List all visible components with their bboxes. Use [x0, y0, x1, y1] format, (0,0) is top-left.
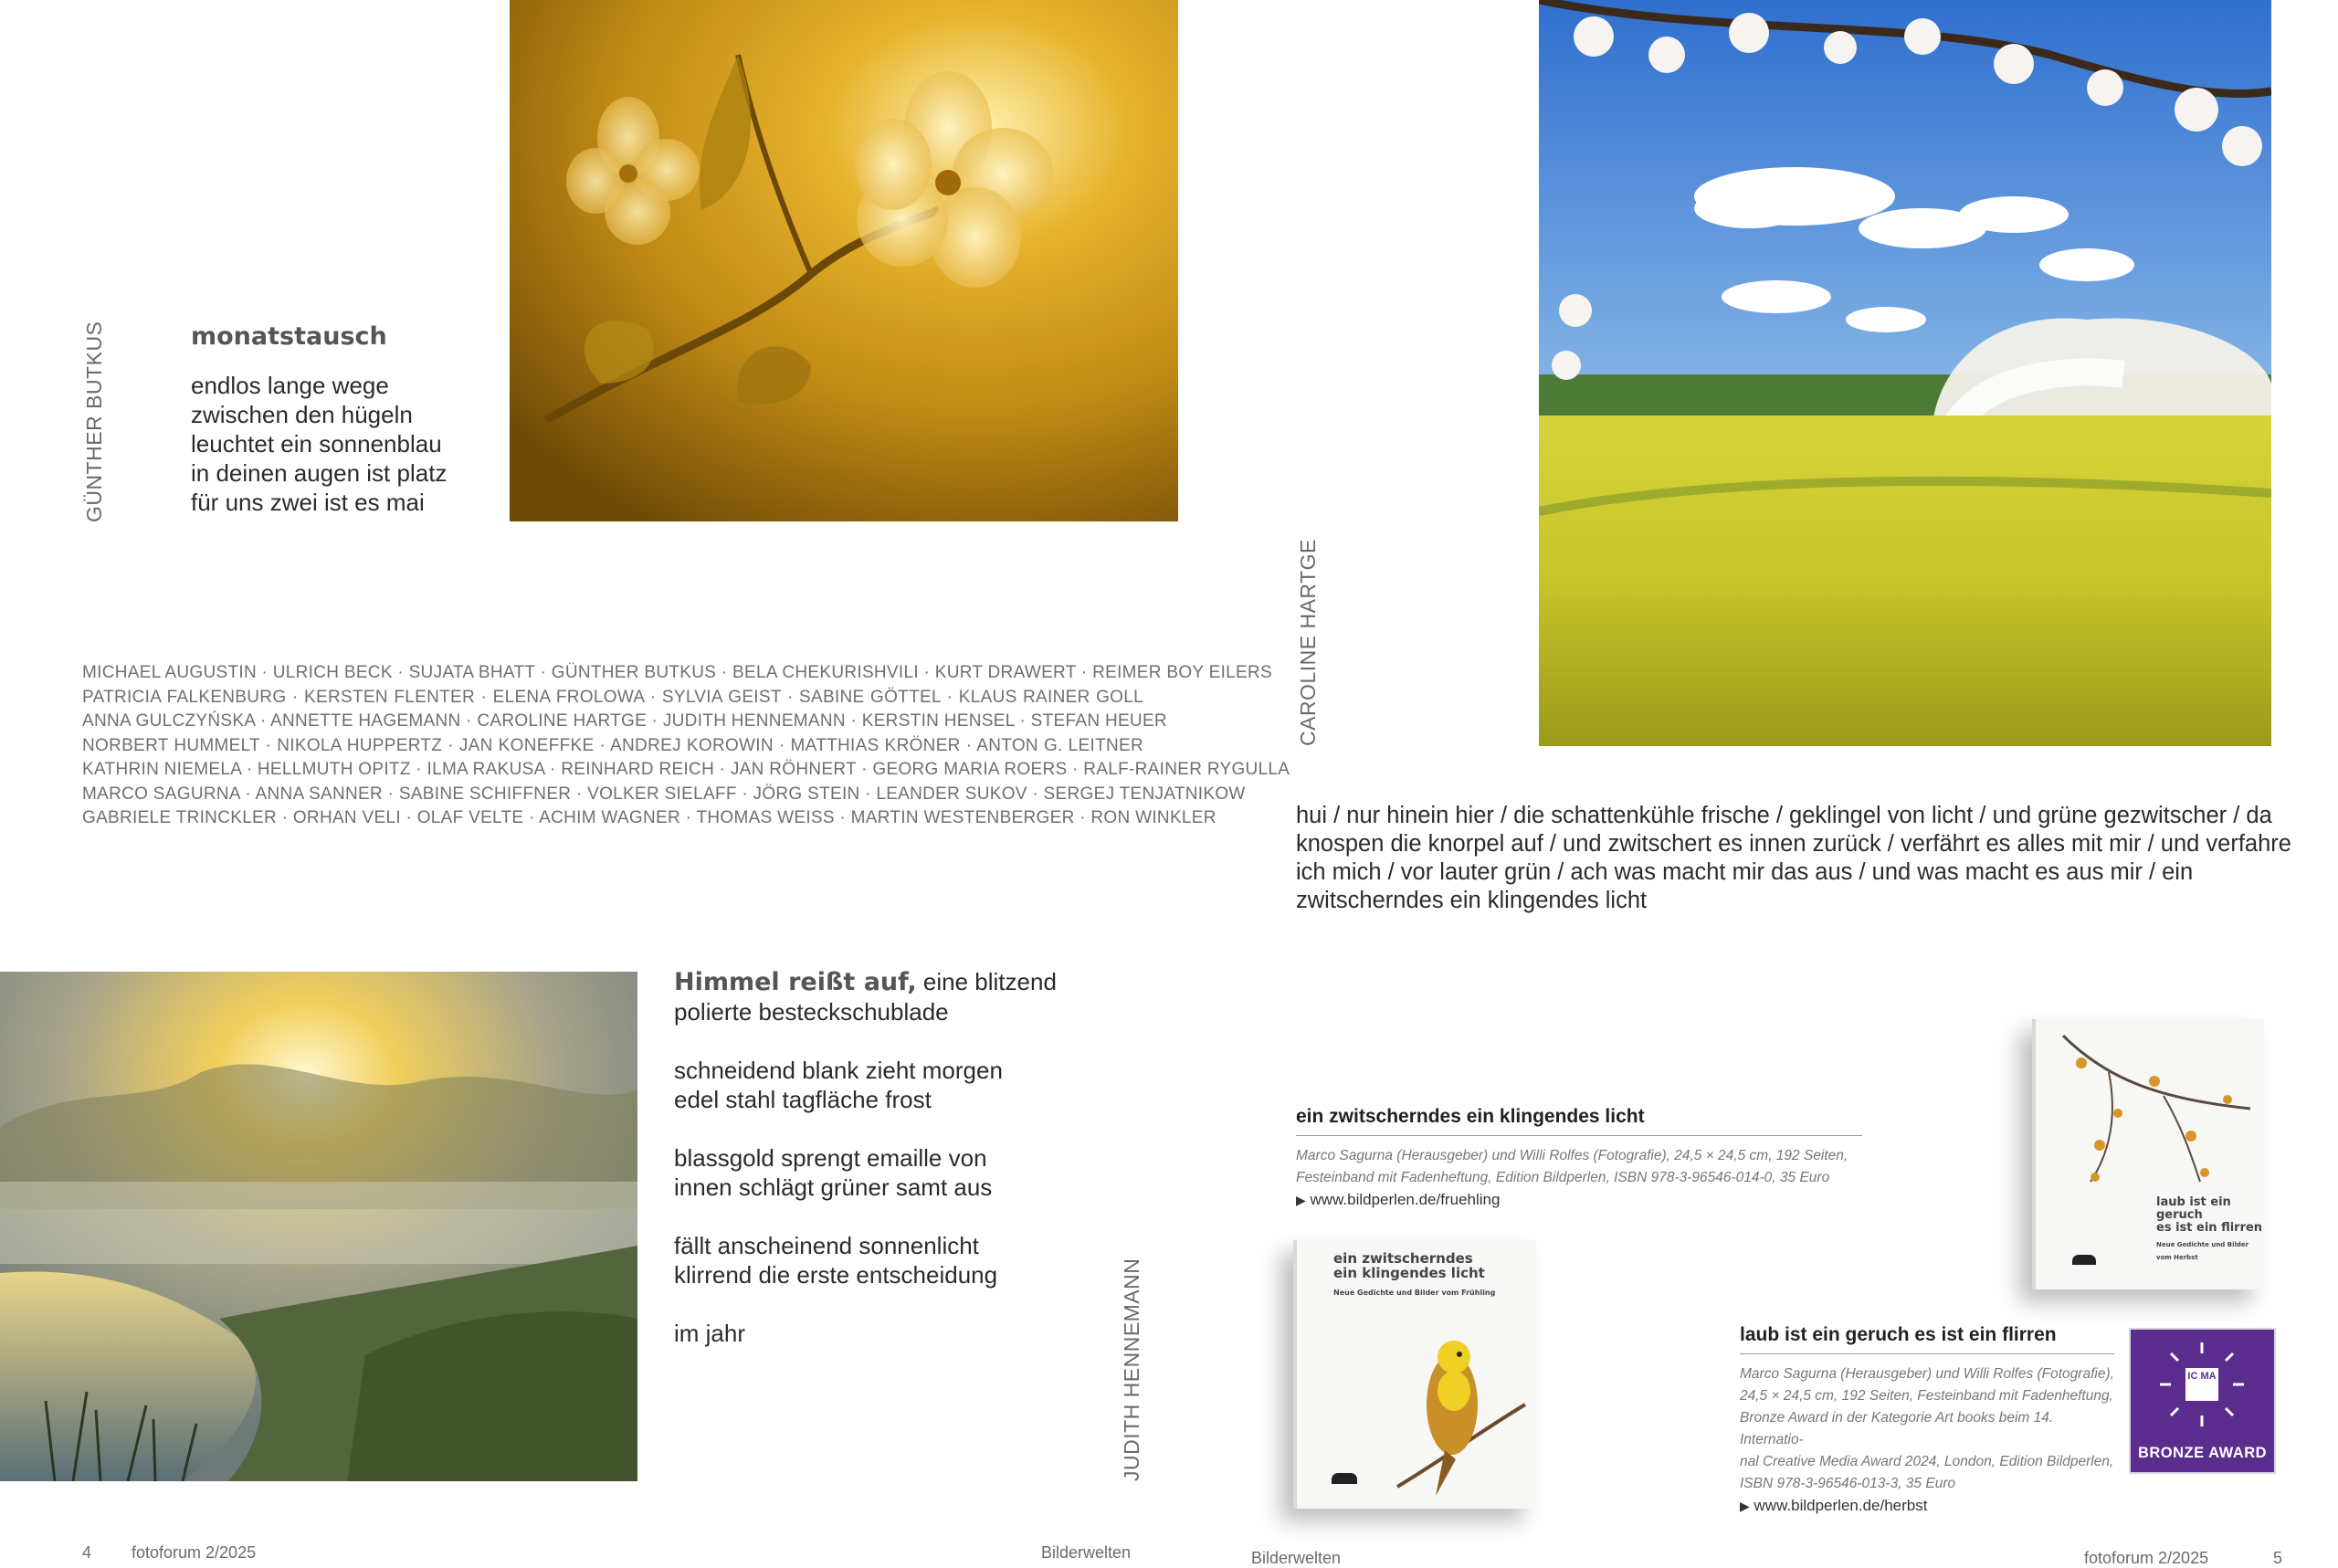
cover-title-line: ein zwitscherndes	[1333, 1250, 1473, 1267]
poem-line: fällt anscheinend sonnenlicht	[674, 1232, 979, 1259]
stanza-gap	[674, 1114, 1058, 1143]
play-arrow-icon: ▶	[1296, 1193, 1306, 1207]
contributors-list	[82, 661, 1290, 831]
poem-line: zwitscherndes ein klingendes licht	[1296, 888, 1648, 913]
cover-title-line: ein klingendes licht	[1333, 1265, 1485, 1281]
contributors-row: ANNA GULCZYŃSKA · ANNETTE HAGEMANN · CAROLINE HARTGE · JUDITH HENNEMANN · KERSTIN HENSEL · STEFAN HEUER	[82, 711, 1167, 731]
poem-line: leuchtet ein sonnenblau	[191, 430, 442, 458]
cover-subtitle: Neue Gedichte und Bilder vom Herbst	[2156, 1241, 2249, 1261]
section-name-left: Bilderwelten	[1041, 1543, 1132, 1562]
icma-logo-text: IC MA	[2187, 1371, 2217, 1382]
poem-stanzas	[674, 997, 1058, 1348]
poem-line: blassgold sprengt emaille von	[674, 1144, 987, 1172]
book-title: laub ist ein geruch es ist ein flirren	[1740, 1324, 2114, 1354]
book-link-text[interactable]: www.bildperlen.de/fruehling	[1310, 1191, 1501, 1208]
publisher-logo-icon	[2072, 1255, 2096, 1265]
poem-line: im jahr	[674, 1320, 746, 1347]
poem-title: monatstausch	[191, 322, 387, 351]
book-description-line: nal Creative Media Award 2024, London, Edition Bildperlen,	[1740, 1454, 2114, 1469]
book-link-herbst[interactable]	[1740, 1497, 2114, 1515]
book-description-line: 24,5 × 24,5 cm, 192 Seiten, Festeinband mit Fadenheftung,	[1740, 1388, 2113, 1404]
poem-line: endlos lange wege	[191, 372, 389, 399]
contributors-row: MARCO SAGURNA · ANNA SANNER · SABINE SCHIFFNER · VOLKER SIELAFF · JÖRG STEIN · LEANDER SUKOV · SERGEJ TENJATNIKOW	[82, 784, 1246, 804]
stanza-gap	[674, 1026, 1058, 1056]
poem-line: schneidend blank zieht morgen	[674, 1057, 1003, 1084]
poem-first-line: eine blitzend	[922, 968, 1057, 995]
autumn-branch-icon	[2054, 1026, 2259, 1191]
contributors-row: GABRIELE TRINCKLER · ORHAN VELI · OLAF VELTE · ACHIM WAGNER · THOMAS WEISS · MARTIN WESTENBERGER · RON WINKLER	[82, 808, 1216, 827]
book-description	[1740, 1363, 2114, 1495]
yellowhammer-bird-icon	[1388, 1304, 1534, 1505]
contributors-row: MICHAEL AUGUSTIN · ULRICH BECK · SUJATA BHATT · GÜNTHER BUTKUS · BELA CHEKURISHVILI · KURT DRAWERT · REIMER BOY EILERS	[82, 663, 1272, 682]
misty-sunrise-illustration	[0, 972, 637, 1481]
poem-line: knospen die knorpel auf / und zwitschert es innen zurück / verfährt es alles mit mir / und verfahre	[1296, 831, 2291, 857]
stanza-gap	[674, 1289, 1058, 1319]
blossom-photo	[510, 0, 1178, 521]
award-label: BRONZE AWARD	[2137, 1445, 2268, 1461]
cover-title-line: laub ist ein geruch	[2156, 1195, 2231, 1222]
poem-line: klirrend die erste entscheidung	[674, 1261, 998, 1289]
author-judith-hennemann: JUDITH HENNEMANN	[1120, 1258, 1143, 1481]
misty-sunrise-photo	[0, 972, 637, 1481]
book-cover-herbst	[2032, 1019, 2264, 1289]
play-arrow-icon: ▶	[1740, 1499, 1750, 1513]
poem-line: edel stahl tagfläche frost	[674, 1086, 932, 1113]
contributors-row: PATRICIA FALKENBURG · KERSTEN FLENTER · ELENA FROLOWA · SYLVIA GEIST · SABINE GÖTTEL · KLAUS RAINER GOLL	[82, 687, 1143, 707]
poem-line: für uns zwei ist es mai	[191, 489, 425, 516]
poem-himmel-reisst-auf	[674, 967, 1058, 1348]
magazine-issue-left: fotoforum 2/2025	[132, 1543, 257, 1562]
contributors-row: NORBERT HUMMELT · NIKOLA HUPPERTZ · JAN KONEFFKE · ANDREJ KOROWIN · MATTHIAS KRÖNER · ANTON G. LEITNER	[82, 735, 1143, 755]
section-name-right: Bilderwelten	[1251, 1549, 1342, 1567]
cover-subtitle: Neue Gedichte und Bilder vom Frühling	[1333, 1289, 1496, 1297]
poem-title: Himmel reißt auf,	[674, 968, 917, 996]
poem-line: in deinen augen ist platz	[191, 459, 448, 487]
poem-line: polierte besteckschublade	[674, 998, 949, 1026]
stanza-gap	[674, 1202, 1058, 1231]
poem-hui	[1296, 802, 2291, 915]
icma-logo-icon	[2156, 1339, 2248, 1430]
book-link-text[interactable]: www.bildperlen.de/herbst	[1754, 1497, 1928, 1514]
rapeseed-field-photo	[1539, 0, 2271, 746]
page-number-right: 5	[2273, 1549, 2283, 1567]
book-description-line: Bronze Award in der Kategorie Art books beim 14. Internatio-	[1740, 1410, 2054, 1447]
rapeseed-field-illustration	[1539, 0, 2271, 746]
book-info-fruehling	[1296, 1106, 1862, 1209]
book-description-line: ISBN 978-3-96546-013-3, 35 Euro	[1740, 1476, 1956, 1491]
book-title: ein zwitscherndes ein klingendes licht	[1296, 1106, 1862, 1136]
poem-line: innen schlägt grüner samt aus	[674, 1173, 993, 1201]
page-number-left: 4	[82, 1543, 92, 1562]
blossom-illustration	[510, 0, 1178, 521]
poem-lines	[191, 371, 492, 517]
book-description-line: Marco Sagurna (Herausgeber) und Willi Rolfes (Fotografie),	[1740, 1366, 2114, 1382]
bronze-award-badge	[2131, 1330, 2274, 1472]
cover-title-line: es ist ein flirren	[2156, 1221, 2263, 1235]
publisher-logo-icon	[1332, 1473, 1357, 1484]
poem-line: ich mich / vor lauter grün / ach was macht mir das aus / und was macht es aus mir / ein	[1296, 859, 2194, 885]
book-cover-fruehling	[1293, 1240, 1536, 1509]
poem-line: zwischen den hügeln	[191, 401, 413, 428]
contributors-row: KATHRIN NIEMELA · HELLMUTH OPITZ · ILMA RAKUSA · REINHARD REICH · JAN RÖHNERT · GEORG MARIA ROERS · RALF-RAINER RYGULLA	[82, 760, 1290, 779]
book-link-fruehling[interactable]	[1296, 1191, 1862, 1209]
book-description-line: Festeinband mit Fadenheftung, Edition Bildperlen, ISBN 978-3-96546-014-0, 35 Euro	[1296, 1170, 1830, 1185]
poem-line: hui / nur hinein hier / die schattenkühle frische / geklingel von licht / und grüne gezwitscher / da	[1296, 803, 2272, 828]
author-caroline-hartge: CAROLINE HARTGE	[1296, 539, 1320, 746]
book-description	[1296, 1145, 1862, 1189]
book-description-line: Marco Sagurna (Herausgeber) und Willi Rolfes (Fotografie), 24,5 × 24,5 cm, 192 Seiten,	[1296, 1148, 1848, 1163]
book-info-herbst	[1740, 1324, 2114, 1515]
magazine-issue-right: fotoforum 2/2025	[2084, 1549, 2209, 1567]
poem-monatstausch	[191, 322, 492, 517]
author-guenther-butkus: GÜNTHER BUTKUS	[82, 321, 106, 522]
